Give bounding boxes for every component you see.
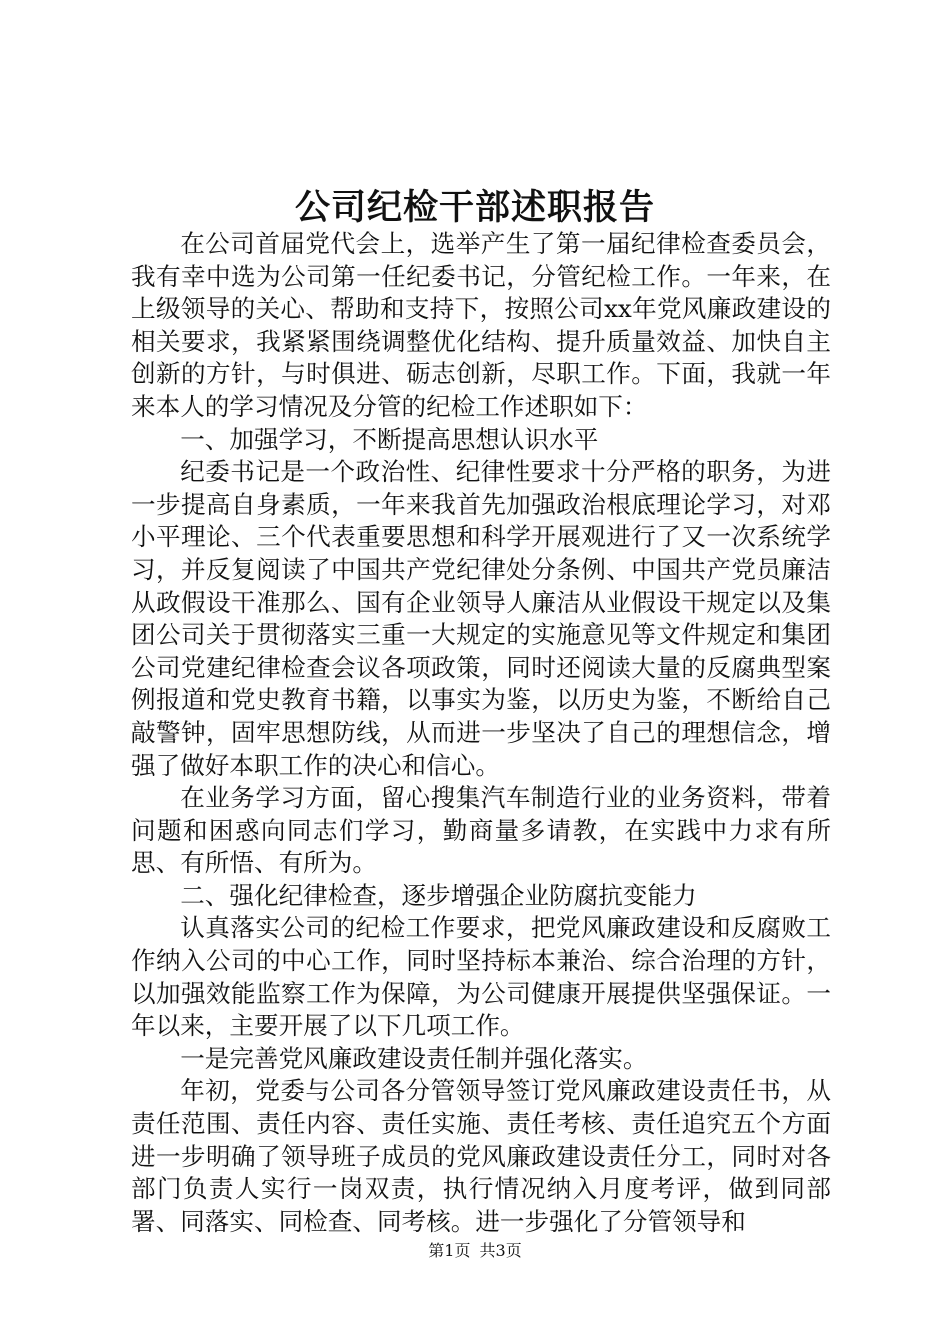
- paragraph-discipline: 认真落实公司的纪检工作要求，把党风廉政建设和反腐败工作纳入公司的中心工作，同时坚持标本兼治、综合治理的方针，以加强效能监察工作为保障，为公司健康开展提供坚强保证。一年以来，主要开展了以下几项工作。: [131, 913, 831, 1041]
- page-number: 第1页: [428, 1241, 471, 1260]
- document-body: [131, 228, 831, 1238]
- section-heading-2: 二、强化纪律检查，逐步增强企业防腐抗变能力: [180, 880, 697, 910]
- section-heading-1: 一、加强学习，不断提高思想认识水平: [180, 424, 599, 454]
- page-total: 共3页: [479, 1241, 522, 1260]
- subheading-responsibility: 一是完善党风廉政建设责任制并强化落实。: [180, 1043, 648, 1073]
- paragraph-intro: 在公司首届党代会上，选举产生了第一届纪律检查委员会，我有幸中选为公司第一任纪委书记，分管纪检工作。一年来，在上级领导的关心、帮助和支持下，按照公司xx年党风廉政建设的相关要求，我紧紧围绕调整优化结构、提升质量效益、加快自主创新的方针，与时俱进、砺志创新，尽职工作。下面，我就一年来本人的学习情况及分管的纪检工作述职如下：: [131, 229, 831, 421]
- page-footer: [0, 1240, 950, 1262]
- paragraph-study: 纪委书记是一个政治性、纪律性要求十分严格的职务，为进一步提高自身素质，一年来我首先加强政治根底理论学习，对邓小平理论、三个代表重要思想和科学开展观进行了又一次系统学习，并反复阅读了中国共产党纪律处分条例、中国共产党员廉洁从政假设干准那么、国有企业领导人廉洁从业假设干规定以及集团公司关于贯彻落实三重一大规定的实施意见等文件规定和集团公司党建纪律检查会议各项政策，同时还阅读大量的反腐典型案例报道和党史教育书籍，以事实为鉴，以历史为鉴，不断给自己敲警钟，固牢思想防线，从而进一步坚决了自己的理想信念，增强了做好本职工作的决心和信心。: [131, 457, 831, 780]
- paragraph-business-study: 在业务学习方面，留心搜集汽车制造行业的业务资料，带着问题和困惑向同志们学习，勤商量多请教，在实践中力求有所思、有所悟、有所为。: [131, 783, 831, 878]
- paragraph-responsibility: 年初，党委与公司各分管领导签订党风廉政建设责任书，从责任范围、责任内容、责任实施、责任考核、责任追究五个方面进一步明确了领导班子成员的党风廉政建设责任分工，同时对各部门负责人实行一岗双责，执行情况纳入月度考评，做到同部署、同落实、同检查、同考核。进一步强化了分管领导和: [131, 1076, 831, 1236]
- document-title: 公司纪检干部述职报告: [294, 188, 655, 228]
